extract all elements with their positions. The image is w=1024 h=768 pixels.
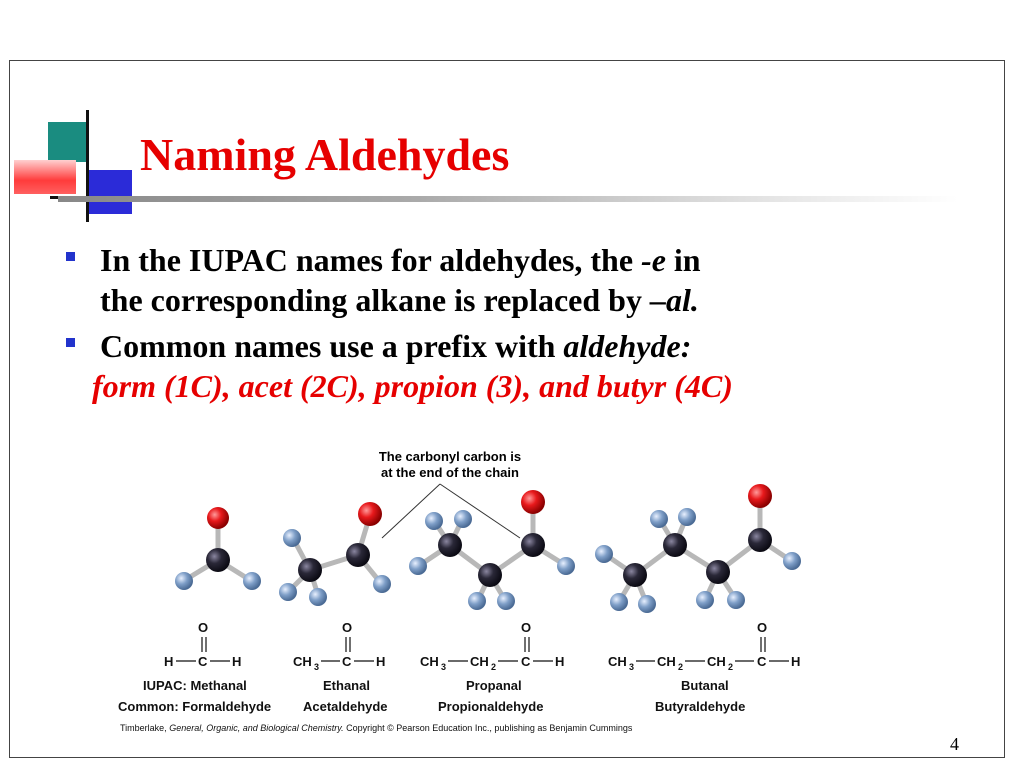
hydrogen-atom (678, 508, 696, 526)
hydrogen-atom (497, 592, 515, 610)
carbon-atom (346, 543, 370, 567)
page-title: Naming Aldehydes (140, 129, 510, 180)
formula-atom: CH (420, 654, 439, 669)
oxygen-atom (358, 502, 382, 526)
figure-caption: The carbonyl carbon is at the end of the chain (378, 449, 522, 480)
formula-atom: H (376, 654, 386, 669)
hydrogen-atom (279, 583, 297, 601)
formula-subscript: 3 (314, 662, 320, 672)
hydrogen-atom (454, 510, 472, 528)
iupac-label-butanal: Butanal (681, 678, 729, 693)
formula-subscript: 3 (441, 662, 447, 672)
oxygen-atom (207, 507, 229, 529)
carbon-atom (748, 528, 772, 552)
formula-subscript: 2 (491, 662, 497, 672)
iupac-label-ethanal: Ethanal (323, 678, 370, 693)
hydrogen-atom (783, 552, 801, 570)
hydrogen-atom (468, 592, 486, 610)
formula-atom: CH (470, 654, 489, 669)
formula-atom: H (555, 654, 565, 669)
iupac-label-methanal: IUPAC: Methanal (143, 678, 247, 693)
prefix-examples: form (1C), acet (2C), propion (3), and butyr (4C) (92, 368, 733, 404)
common-label-ethanal: Acetaldehyde (303, 699, 388, 714)
formula-atom: O (342, 620, 353, 635)
oxygen-atom (748, 484, 772, 508)
hydrogen-atom (283, 529, 301, 547)
hydrogen-atom (557, 557, 575, 575)
hydrogen-atom (425, 512, 443, 530)
formula-atom: H (164, 654, 174, 669)
formula-atom: CH (293, 654, 312, 669)
carbon-atom (706, 560, 730, 584)
formula-atom: CH (707, 654, 726, 669)
carbon-atom (298, 558, 322, 582)
bullet-line: the corresponding alkane is replaced by –al. (100, 282, 699, 318)
carbon-atom (206, 548, 230, 572)
hydrogen-atom (650, 510, 668, 528)
hydrogen-atom (610, 593, 628, 611)
formula-atom: CH (657, 654, 676, 669)
bullet-line: Common names use a prefix with aldehyde: (100, 328, 692, 364)
oxygen-atom (521, 490, 545, 514)
hydrogen-atom (638, 595, 656, 613)
formula-atom: C (521, 654, 531, 669)
formula-atom: C (757, 654, 767, 669)
hydrogen-atom (243, 572, 261, 590)
common-label-propanal: Propionaldehyde (438, 699, 544, 714)
formula-atom: O (198, 620, 209, 635)
page-number: 4 (950, 734, 959, 754)
formula-atom: H (232, 654, 242, 669)
formula-atom: O (757, 620, 768, 635)
hydrogen-atom (175, 572, 193, 590)
formula-subscript: 2 (678, 662, 684, 672)
formula-atom: H (791, 654, 801, 669)
common-label-methanal: Common: Formaldehyde (118, 699, 272, 714)
hydrogen-atom (595, 545, 613, 563)
carbon-atom (478, 563, 502, 587)
carbon-atom (521, 533, 545, 557)
iupac-label-propanal: Propanal (466, 678, 522, 693)
hydrogen-atom (309, 588, 327, 606)
formula-subscript: 3 (629, 662, 635, 672)
figure-credit: Timberlake, General, Organic, and Biological Chemistry. Copyright © Pearson Education Inc., publishing as Benjamin Cummings (120, 723, 633, 733)
carbon-atom (438, 533, 462, 557)
hydrogen-atom (696, 591, 714, 609)
formula-atom: C (342, 654, 352, 669)
hydrogen-atom (373, 575, 391, 593)
hydrogen-atom (409, 557, 427, 575)
hydrogen-atom (727, 591, 745, 609)
formula-subscript: 2 (728, 662, 734, 672)
carbon-atom (623, 563, 647, 587)
formula-atom: CH (608, 654, 627, 669)
formula-atom: C (198, 654, 208, 669)
formula-atom: O (521, 620, 532, 635)
bullet-line: In the IUPAC names for aldehydes, the -e in (100, 242, 701, 278)
carbon-atom (663, 533, 687, 557)
common-label-butanal: Butyraldehyde (655, 699, 746, 714)
